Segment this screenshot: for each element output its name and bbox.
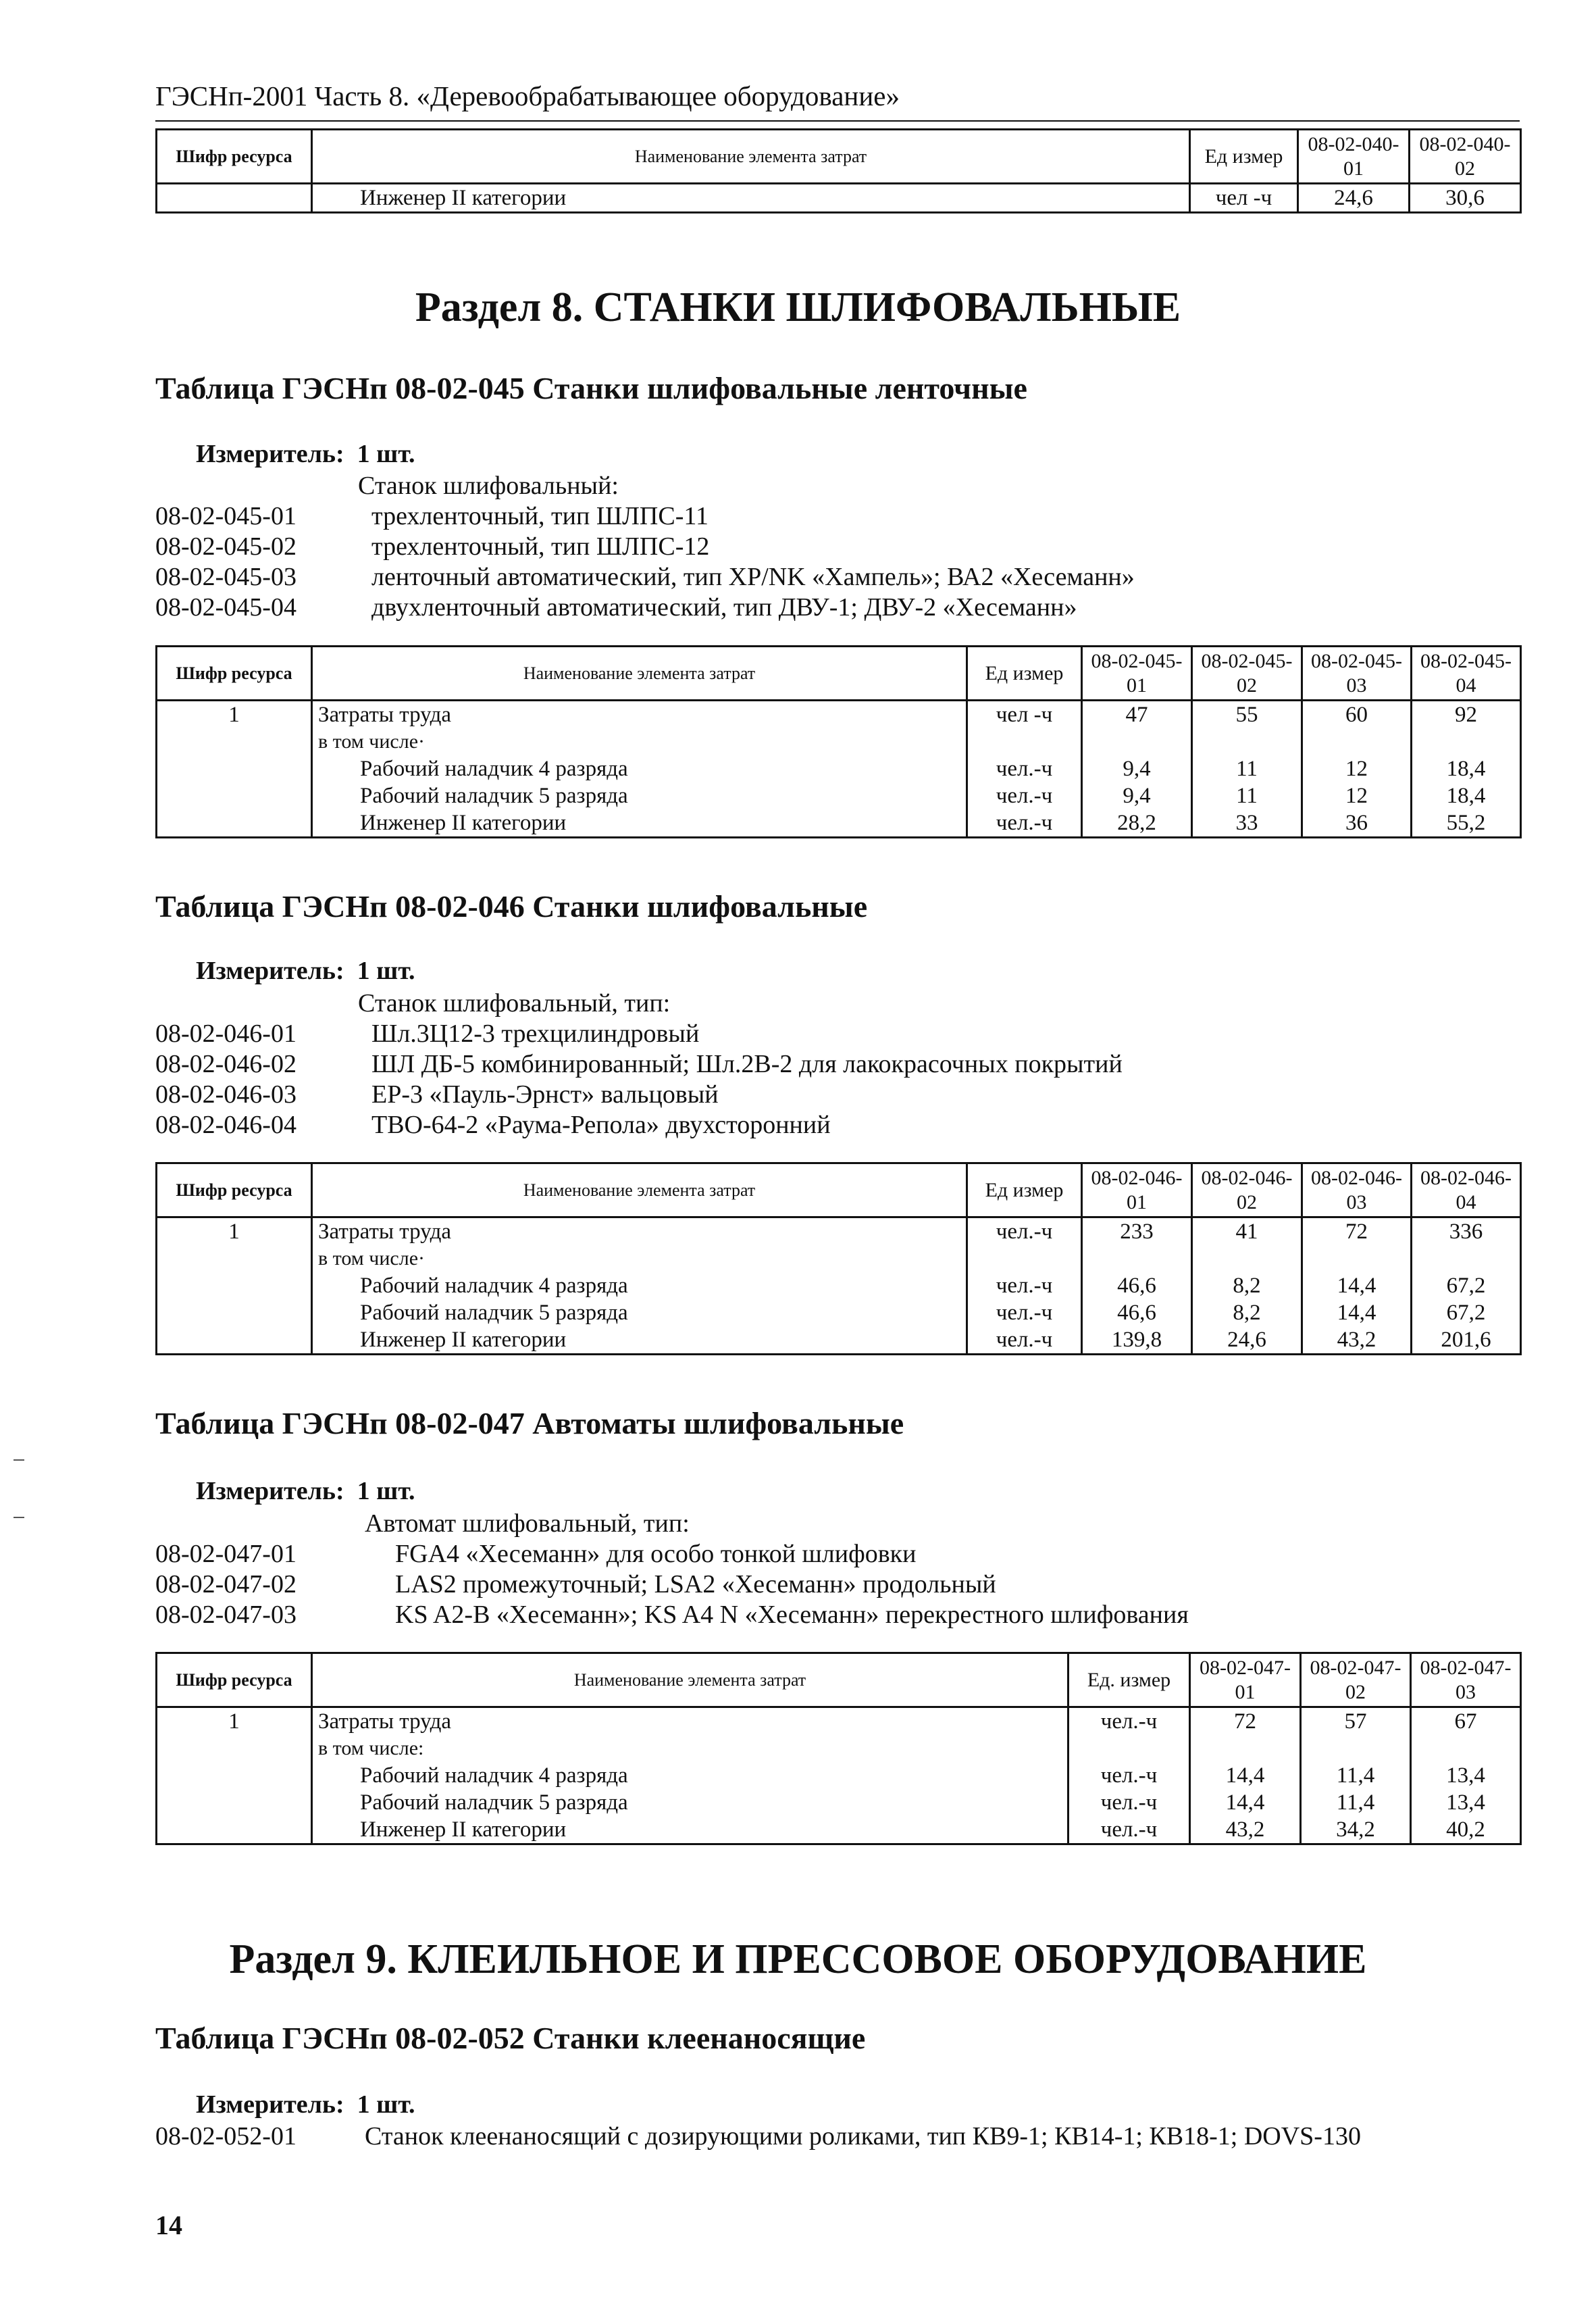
measure-047 (196, 1476, 415, 1506)
col-header-unit: Ед измер (967, 647, 1082, 701)
col-header-code: Шифр ресурса (157, 1163, 312, 1217)
table-row: Рабочий наладчик 5 разряда чел.-ч 46,6 8,2 14,4 67,2 (157, 1299, 1521, 1326)
list-item: 08-02-047-02 LAS2 промежуточный; LSA2 «Хесеманн» продольный (155, 1570, 996, 1599)
header-rule (155, 120, 1520, 122)
table-047-title: Таблица ГЭСНп 08-02-047 Автоматы шлифовальные (155, 1406, 904, 1440)
col-header-047-02: 08-02-047-02 (1301, 1653, 1411, 1707)
list-item: 08-02-045-03 ленточный автоматический, тип XP/NK «Хампель»; ВА2 «Хесеманн» (155, 563, 1135, 591)
list-item: 08-02-046-01 Шл.3Ц12-3 трехцилиндровый (155, 1020, 700, 1048)
col-header-name: Наименование элемента затрат (312, 130, 1190, 184)
col-header-045-02: 08-02-045-02 (1192, 647, 1302, 701)
list-item: 08-02-046-03 ЕР-3 «Пауль-Эрнст» вальцовый (155, 1080, 719, 1109)
list-item: 08-02-045-02 трехленточный, тип ШЛПС-12 (155, 532, 710, 561)
measure-label: Измеритель: (196, 1477, 344, 1505)
table-046 (155, 1162, 1522, 1355)
section-8-heading: Раздел 8. СТАНКИ ШЛИФОВАЛЬНЫЕ (415, 284, 1181, 330)
measure-value: 1 шт. (357, 2090, 415, 2119)
table-row: в том числе· (157, 1245, 1521, 1272)
col-header-name: Наименование элемента затрат (312, 1163, 967, 1217)
items-intro: Станок шлифовальный: (358, 472, 619, 500)
items-047 (155, 1509, 1189, 1630)
list-item: 08-02-047-03 KS A2-B «Хесеманн»; KS A4 N «Хесеманн» перекрестного шлифования (155, 1601, 1189, 1629)
table-047 (155, 1652, 1522, 1845)
list-item: 08-02-047-01 FGA4 «Хесеманн» для особо тонкой шлифовки (155, 1540, 917, 1568)
table-cell-value: 30,6 (1410, 184, 1521, 213)
measure-value: 1 шт. (357, 1477, 415, 1505)
table-040-continuation (155, 128, 1522, 213)
measure-label: Измеритель: (196, 2090, 344, 2119)
measure-045 (196, 439, 415, 469)
table-046-title: Таблица ГЭСНп 08-02-046 Станки шлифовальные (155, 889, 868, 924)
table-row: Рабочий наладчик 5 разряда чел.-ч 9,4 11 12 18,4 (157, 782, 1521, 809)
col-header-name: Наименование элемента затрат (312, 647, 967, 701)
running-header: ГЭСНп-2001 Часть 8. «Деревообрабатывающее оборудование» (155, 80, 900, 111)
table-cell-name: Инженер II категории (312, 184, 1190, 213)
items-045 (155, 471, 1135, 623)
table-045-title: Таблица ГЭСНп 08-02-045 Станки шлифовальные ленточные (155, 371, 1027, 405)
items-052 (155, 2121, 1361, 2152)
table-row: 1 Затраты труда чел.-ч 233 41 72 336 (157, 1217, 1521, 1246)
table-052-title: Таблица ГЭСНп 08-02-052 Станки клеенаносящие (155, 2021, 866, 2055)
measure-label: Измеритель: (196, 440, 344, 468)
scan-mark (14, 1459, 24, 1461)
col-header-045-04: 08-02-045-04 (1412, 647, 1521, 701)
list-item: 08-02-052-01 Станок клеенаносящий с дозирующими роликами, тип КВ9-1; КВ14-1; КВ18-1; DOVS-130 (155, 2122, 1361, 2150)
list-item: 08-02-045-01 трехленточный, тип ШЛПС-11 (155, 502, 709, 530)
col-header-046-02: 08-02-046-02 (1192, 1163, 1302, 1217)
page-number: 14 (155, 2210, 182, 2240)
col-header-code: Шифр ресурса (157, 1653, 312, 1707)
section-9-heading: Раздел 9. КЛЕИЛЬНОЕ И ПРЕССОВОЕ ОБОРУДОВАНИЕ (229, 1936, 1367, 1982)
table-row: 1 Затраты труда чел -ч 47 55 60 92 (157, 701, 1521, 729)
table-row: Рабочий наладчик 4 разряда чел.-ч 9,4 11 12 18,4 (157, 755, 1521, 782)
col-header-code: Шифр ресурса (157, 130, 312, 184)
col-header-045-03: 08-02-045-03 (1302, 647, 1412, 701)
table-row: Инженер II категории чел.-ч 43,2 34,2 40,2 (157, 1816, 1521, 1844)
measure-value: 1 шт. (357, 957, 415, 985)
table-cell-unit: чел -ч (1190, 184, 1298, 213)
items-046 (155, 988, 1123, 1140)
measure-value: 1 шт. (357, 440, 415, 468)
col-header-047-03: 08-02-047-03 (1411, 1653, 1521, 1707)
col-header-046-01: 08-02-046-01 (1082, 1163, 1192, 1217)
table-row: Рабочий наладчик 4 разряда чел.-ч 14,4 11,4 13,4 (157, 1762, 1521, 1789)
measure-label: Измеритель: (196, 957, 344, 985)
col-header-040-01: 08-02-040-01 (1298, 130, 1410, 184)
measure-052 (196, 2090, 415, 2119)
table-045 (155, 645, 1522, 838)
list-item: 08-02-046-04 ТВО-64-2 «Раума-Репола» двухсторонний (155, 1111, 831, 1139)
col-header-unit: Ед измер (1190, 130, 1298, 184)
col-header-name: Наименование элемента затрат (312, 1653, 1069, 1707)
col-header-047-01: 08-02-047-01 (1190, 1653, 1301, 1707)
table-row: Инженер II категории чел.-ч 28,2 33 36 55,2 (157, 809, 1521, 838)
list-item: 08-02-045-04 двухленточный автоматический, тип ДВУ-1; ДВУ-2 «Хесеманн» (155, 593, 1077, 622)
items-intro: Станок шлифовальный, тип: (358, 989, 671, 1017)
col-header-unit: Ед. измер (1069, 1653, 1190, 1707)
col-header-046-04: 08-02-046-04 (1412, 1163, 1521, 1217)
table-row: 1 Затраты труда чел.-ч 72 57 67 (157, 1707, 1521, 1736)
table-row: Рабочий наладчик 4 разряда чел.-ч 46,6 8,2 14,4 67,2 (157, 1272, 1521, 1299)
table-row: в том числе· (157, 728, 1521, 755)
scan-mark (14, 1517, 24, 1518)
table-row: Рабочий наладчик 5 разряда чел.-ч 14,4 11,4 13,4 (157, 1789, 1521, 1816)
col-header-046-03: 08-02-046-03 (1302, 1163, 1412, 1217)
table-cell-value: 24,6 (1298, 184, 1410, 213)
col-header-code: Шифр ресурса (157, 647, 312, 701)
col-header-040-02: 08-02-040-02 (1410, 130, 1521, 184)
measure-046 (196, 956, 415, 986)
table-row: Инженер II категории чел.-ч 139,8 24,6 43,2 201,6 (157, 1326, 1521, 1355)
col-header-unit: Ед измер (967, 1163, 1082, 1217)
items-intro: Автомат шлифовальный, тип: (365, 1509, 690, 1538)
table-cell-code (157, 184, 312, 213)
table-row: в том числе: (157, 1735, 1521, 1762)
col-header-045-01: 08-02-045-01 (1082, 647, 1192, 701)
list-item: 08-02-046-02 ШЛ ДБ-5 комбинированный; Шл.2В-2 для лакокрасочных покрытий (155, 1050, 1123, 1078)
